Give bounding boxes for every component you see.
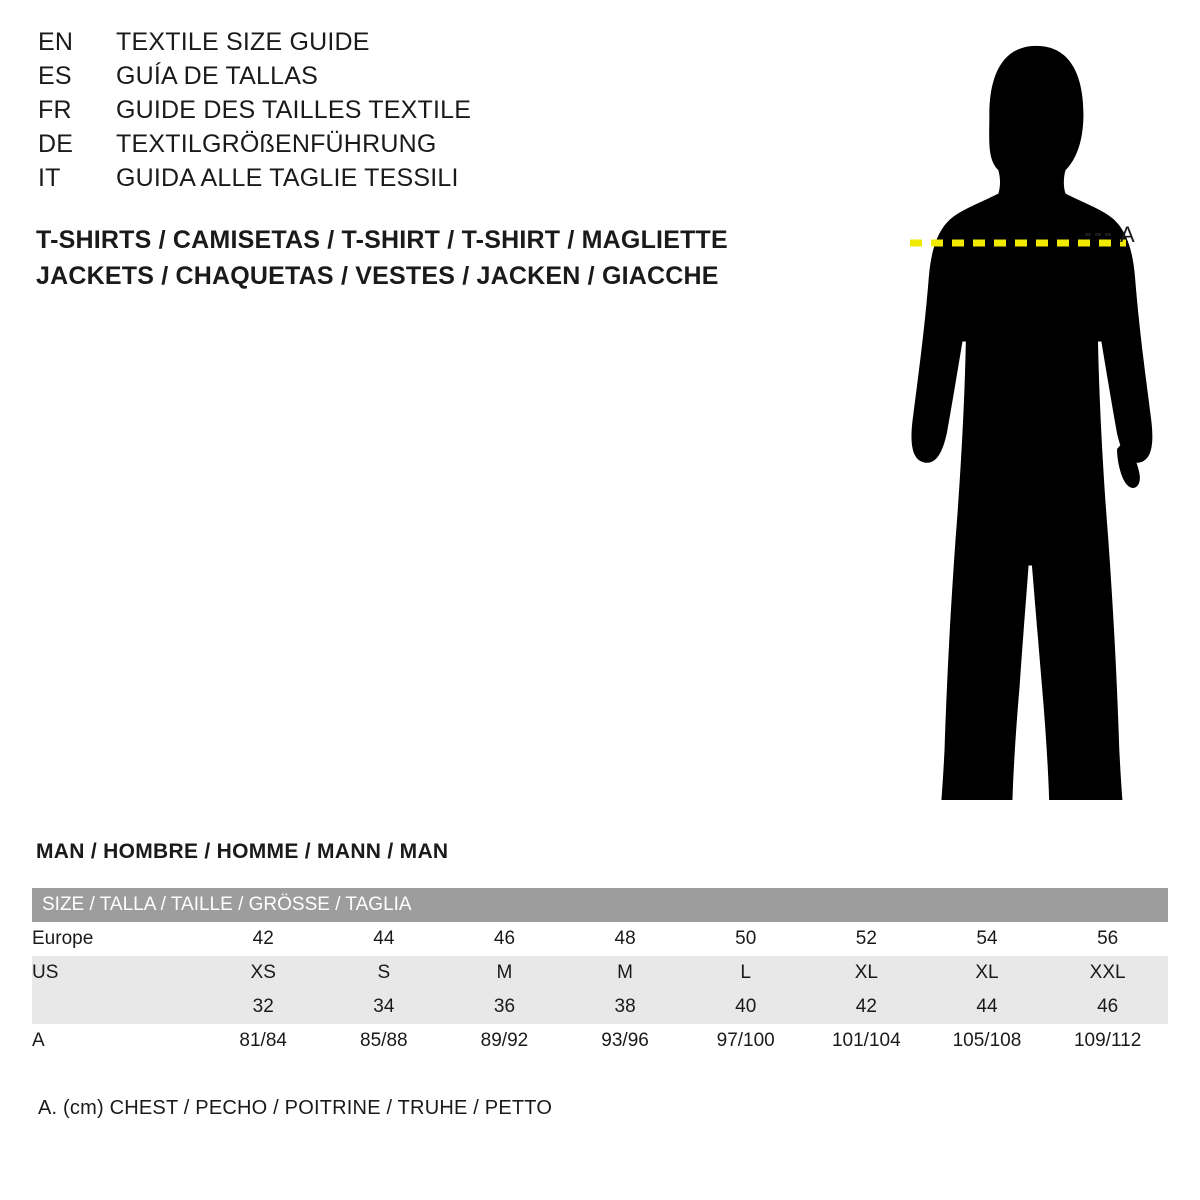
row-label (32, 990, 203, 1024)
language-title: GUIDA ALLE TAGLIE TESSILI (116, 164, 459, 192)
cell: 44 (927, 990, 1048, 1024)
table-row (32, 1024, 1168, 1058)
cell: 42 (203, 922, 324, 956)
cell: 42 (806, 990, 927, 1024)
cell: 50 (685, 922, 806, 956)
male-silhouette-icon (820, 10, 1200, 800)
cell: 56 (1047, 922, 1168, 956)
cell: 44 (324, 922, 445, 956)
cell: 46 (444, 922, 565, 956)
cell: 34 (324, 990, 445, 1024)
cell: 52 (806, 922, 927, 956)
group-title-man: MAN / HOMBRE / HOMME / MANN / MAN (36, 840, 449, 863)
cell: 36 (444, 990, 565, 1024)
footnote-chest: A. (cm) CHEST / PECHO / POITRINE / TRUHE / PETTO (38, 1097, 553, 1119)
cell: 85/88 (324, 1024, 445, 1058)
category-jackets: JACKETS / CHAQUETAS / VESTES / JACKEN / GIACCHE (36, 262, 719, 290)
cell: 97/100 (685, 1024, 806, 1058)
language-header-block (38, 28, 758, 198)
cell: 89/92 (444, 1024, 565, 1058)
cell: M (565, 956, 686, 990)
language-code: IT (38, 164, 61, 192)
measure-leader-line (1085, 233, 1111, 236)
row-label: A (32, 1024, 203, 1058)
language-row (38, 96, 758, 130)
language-row (38, 28, 758, 62)
size-table (32, 888, 1168, 1058)
table-row (32, 922, 1168, 956)
table-header-row (32, 888, 1168, 922)
cell: XL (927, 956, 1048, 990)
language-code: DE (38, 130, 74, 158)
cell: XL (806, 956, 927, 990)
language-code: ES (38, 62, 72, 90)
cell: 54 (927, 922, 1048, 956)
cell: XS (203, 956, 324, 990)
cell: 40 (685, 990, 806, 1024)
cell: 46 (1047, 990, 1168, 1024)
measure-label-a: A (1120, 222, 1135, 247)
cell: 93/96 (565, 1024, 686, 1058)
language-title: GUÍA DE TALLAS (116, 62, 318, 90)
cell: 32 (203, 990, 324, 1024)
language-title: TEXTILE SIZE GUIDE (116, 28, 370, 56)
cell: 109/112 (1047, 1024, 1168, 1058)
language-title: GUIDE DES TAILLES TEXTILE (116, 96, 472, 124)
language-code: FR (38, 96, 72, 124)
cell: 81/84 (203, 1024, 324, 1058)
table-row (32, 956, 1168, 990)
language-row (38, 130, 758, 164)
language-row (38, 164, 758, 198)
body-figure (820, 10, 1200, 800)
language-row (38, 62, 758, 96)
language-title: TEXTILGRÖßENFÜHRUNG (116, 130, 437, 158)
cell: 105/108 (927, 1024, 1048, 1058)
row-label: Europe (32, 922, 203, 956)
table-header-label: SIZE / TALLA / TAILLE / GRÖSSE / TAGLIA (32, 888, 1168, 922)
category-tshirts: T-SHIRTS / CAMISETAS / T-SHIRT / T-SHIRT / MAGLIETTE (36, 226, 728, 254)
cell: S (324, 956, 445, 990)
table-row (32, 990, 1168, 1024)
cell: 48 (565, 922, 686, 956)
category-block (36, 222, 796, 294)
cell: M (444, 956, 565, 990)
language-code: EN (38, 28, 74, 56)
cell: XXL (1047, 956, 1168, 990)
row-label: US (32, 956, 203, 990)
cell: L (685, 956, 806, 990)
cell: 38 (565, 990, 686, 1024)
cell: 101/104 (806, 1024, 927, 1058)
